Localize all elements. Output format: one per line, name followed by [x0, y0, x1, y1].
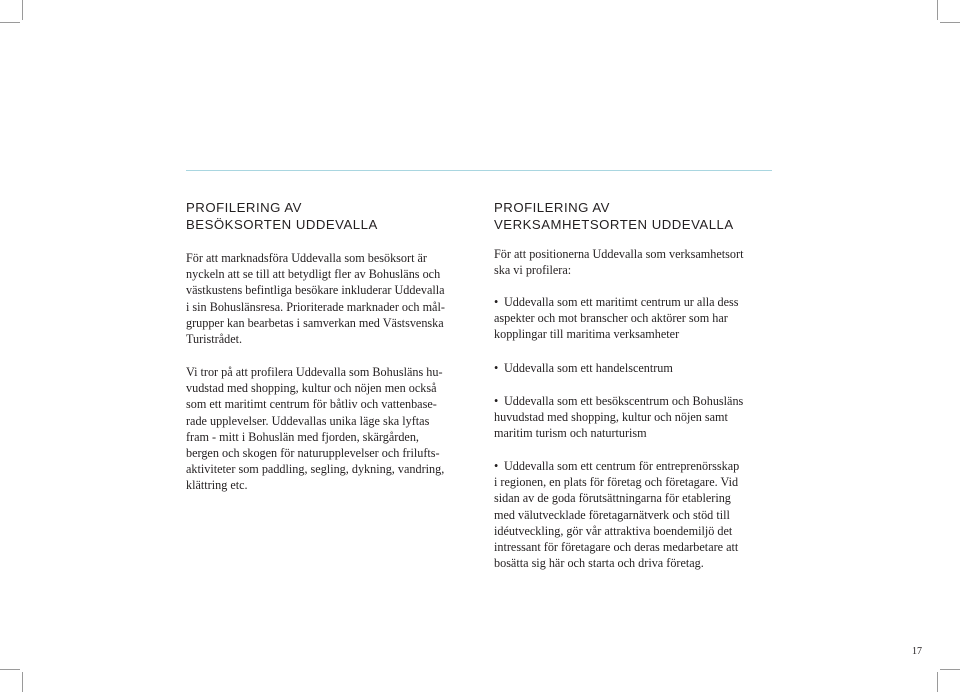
- text-line: grupper kan bearbetas i samverkan med Västsvenska: [186, 315, 444, 330]
- crop-mark: [940, 22, 960, 23]
- bullet-item-entrepreneurship: [494, 458, 739, 571]
- bullet-item-visitor: [494, 393, 743, 442]
- crop-mark: [0, 22, 20, 23]
- text-line: ska vi profilera:: [494, 263, 572, 278]
- text-line: rade upplevelser. Uddevallas unika läge ska lyftas: [186, 413, 430, 428]
- text-line: För att marknadsföra Uddevalla som besöksort är: [186, 251, 427, 265]
- text-line: bosätta sig här och starta och driva företag.: [494, 556, 704, 571]
- text-line: med välutvecklade företagarnätverk och stöd till: [494, 507, 730, 522]
- text-line: i sin Bohuslänsresa. Prioriterade marknader och mål-: [186, 299, 445, 314]
- bullet-item-maritime: [494, 294, 739, 343]
- text-line: idéutveckling, gör vår attraktiva boendemiljö det: [494, 523, 733, 538]
- bullet-item-trade: [494, 360, 673, 376]
- right-heading-line: PROFILERING AV: [494, 200, 610, 215]
- text-line: vudstad med shopping, kultur och nöjen men också: [186, 381, 437, 396]
- crop-mark: [940, 669, 960, 670]
- right-heading-line: VERKSAMHETSORTEN UDDEVALLA: [494, 217, 734, 232]
- page-number: 17: [912, 646, 922, 657]
- crop-mark: [22, 0, 23, 20]
- bullet-text: Uddevalla som ett centrum för entreprenörsskap: [504, 459, 740, 473]
- text-line: i regionen, en plats för företag och företagare. Vid: [494, 475, 739, 490]
- bullet-text: Uddevalla som ett maritimt centrum ur alla dess: [504, 295, 739, 309]
- bullet-icon: •: [494, 394, 499, 408]
- text-line: kopplingar till maritima verksamheter: [494, 327, 680, 342]
- crop-mark: [0, 669, 20, 670]
- left-heading: [186, 199, 378, 233]
- text-line: aspekter och mot branscher och aktörer som har: [494, 311, 728, 326]
- top-divider: [186, 170, 772, 171]
- text-line: Turistrådet.: [186, 332, 243, 347]
- text-line: fram - mitt i Bohuslän med fjorden, skärgården,: [186, 429, 419, 444]
- text-line: För att positionerna Uddevalla som verksamhetsort: [494, 247, 744, 261]
- text-line: [494, 360, 673, 376]
- text-line: [494, 458, 739, 474]
- crop-mark: [937, 672, 938, 692]
- text-line: aktiviteter som paddling, segling, dykning, vandring,: [186, 462, 445, 477]
- left-paragraph-2: [186, 364, 444, 494]
- bullet-icon: •: [494, 361, 499, 375]
- text-line: bergen och skogen för naturupplevelser och frilufts-: [186, 446, 440, 461]
- text-line: intressant för företagare och deras medarbetare att: [494, 540, 739, 555]
- bullet-icon: •: [494, 459, 499, 473]
- text-line: nyckeln att se till att betydligt fler av Bohusläns och: [186, 267, 441, 282]
- bullet-text: Uddevalla som ett besökscentrum och Bohusläns: [504, 394, 744, 408]
- left-heading-line: BESÖKSORTEN UDDEVALLA: [186, 217, 378, 232]
- crop-mark: [22, 672, 23, 692]
- text-line: klättring etc.: [186, 478, 248, 493]
- right-heading: [494, 199, 734, 233]
- text-line: Vi tror på att profilera Uddevalla som Bohusläns hu-: [186, 365, 443, 379]
- text-line: maritim turism och naturturism: [494, 426, 647, 441]
- text-line: [494, 393, 743, 409]
- text-line: västkustens befintliga besökare inkluderar Uddevalla: [186, 283, 445, 298]
- text-line: som ett maritimt centrum för båtliv och vattenbase-: [186, 397, 437, 412]
- text-line: sidan av de goda förutsättningarna för etablering: [494, 491, 731, 506]
- bullet-text: Uddevalla som ett handelscentrum: [504, 361, 673, 375]
- left-paragraph-1: [186, 250, 445, 347]
- bullet-icon: •: [494, 295, 499, 309]
- right-intro: [494, 246, 743, 278]
- crop-mark: [937, 0, 938, 20]
- text-line: huvudstad med shopping, kultur och nöjen samt: [494, 410, 728, 425]
- text-line: [494, 294, 739, 310]
- left-heading-line: PROFILERING AV: [186, 200, 302, 215]
